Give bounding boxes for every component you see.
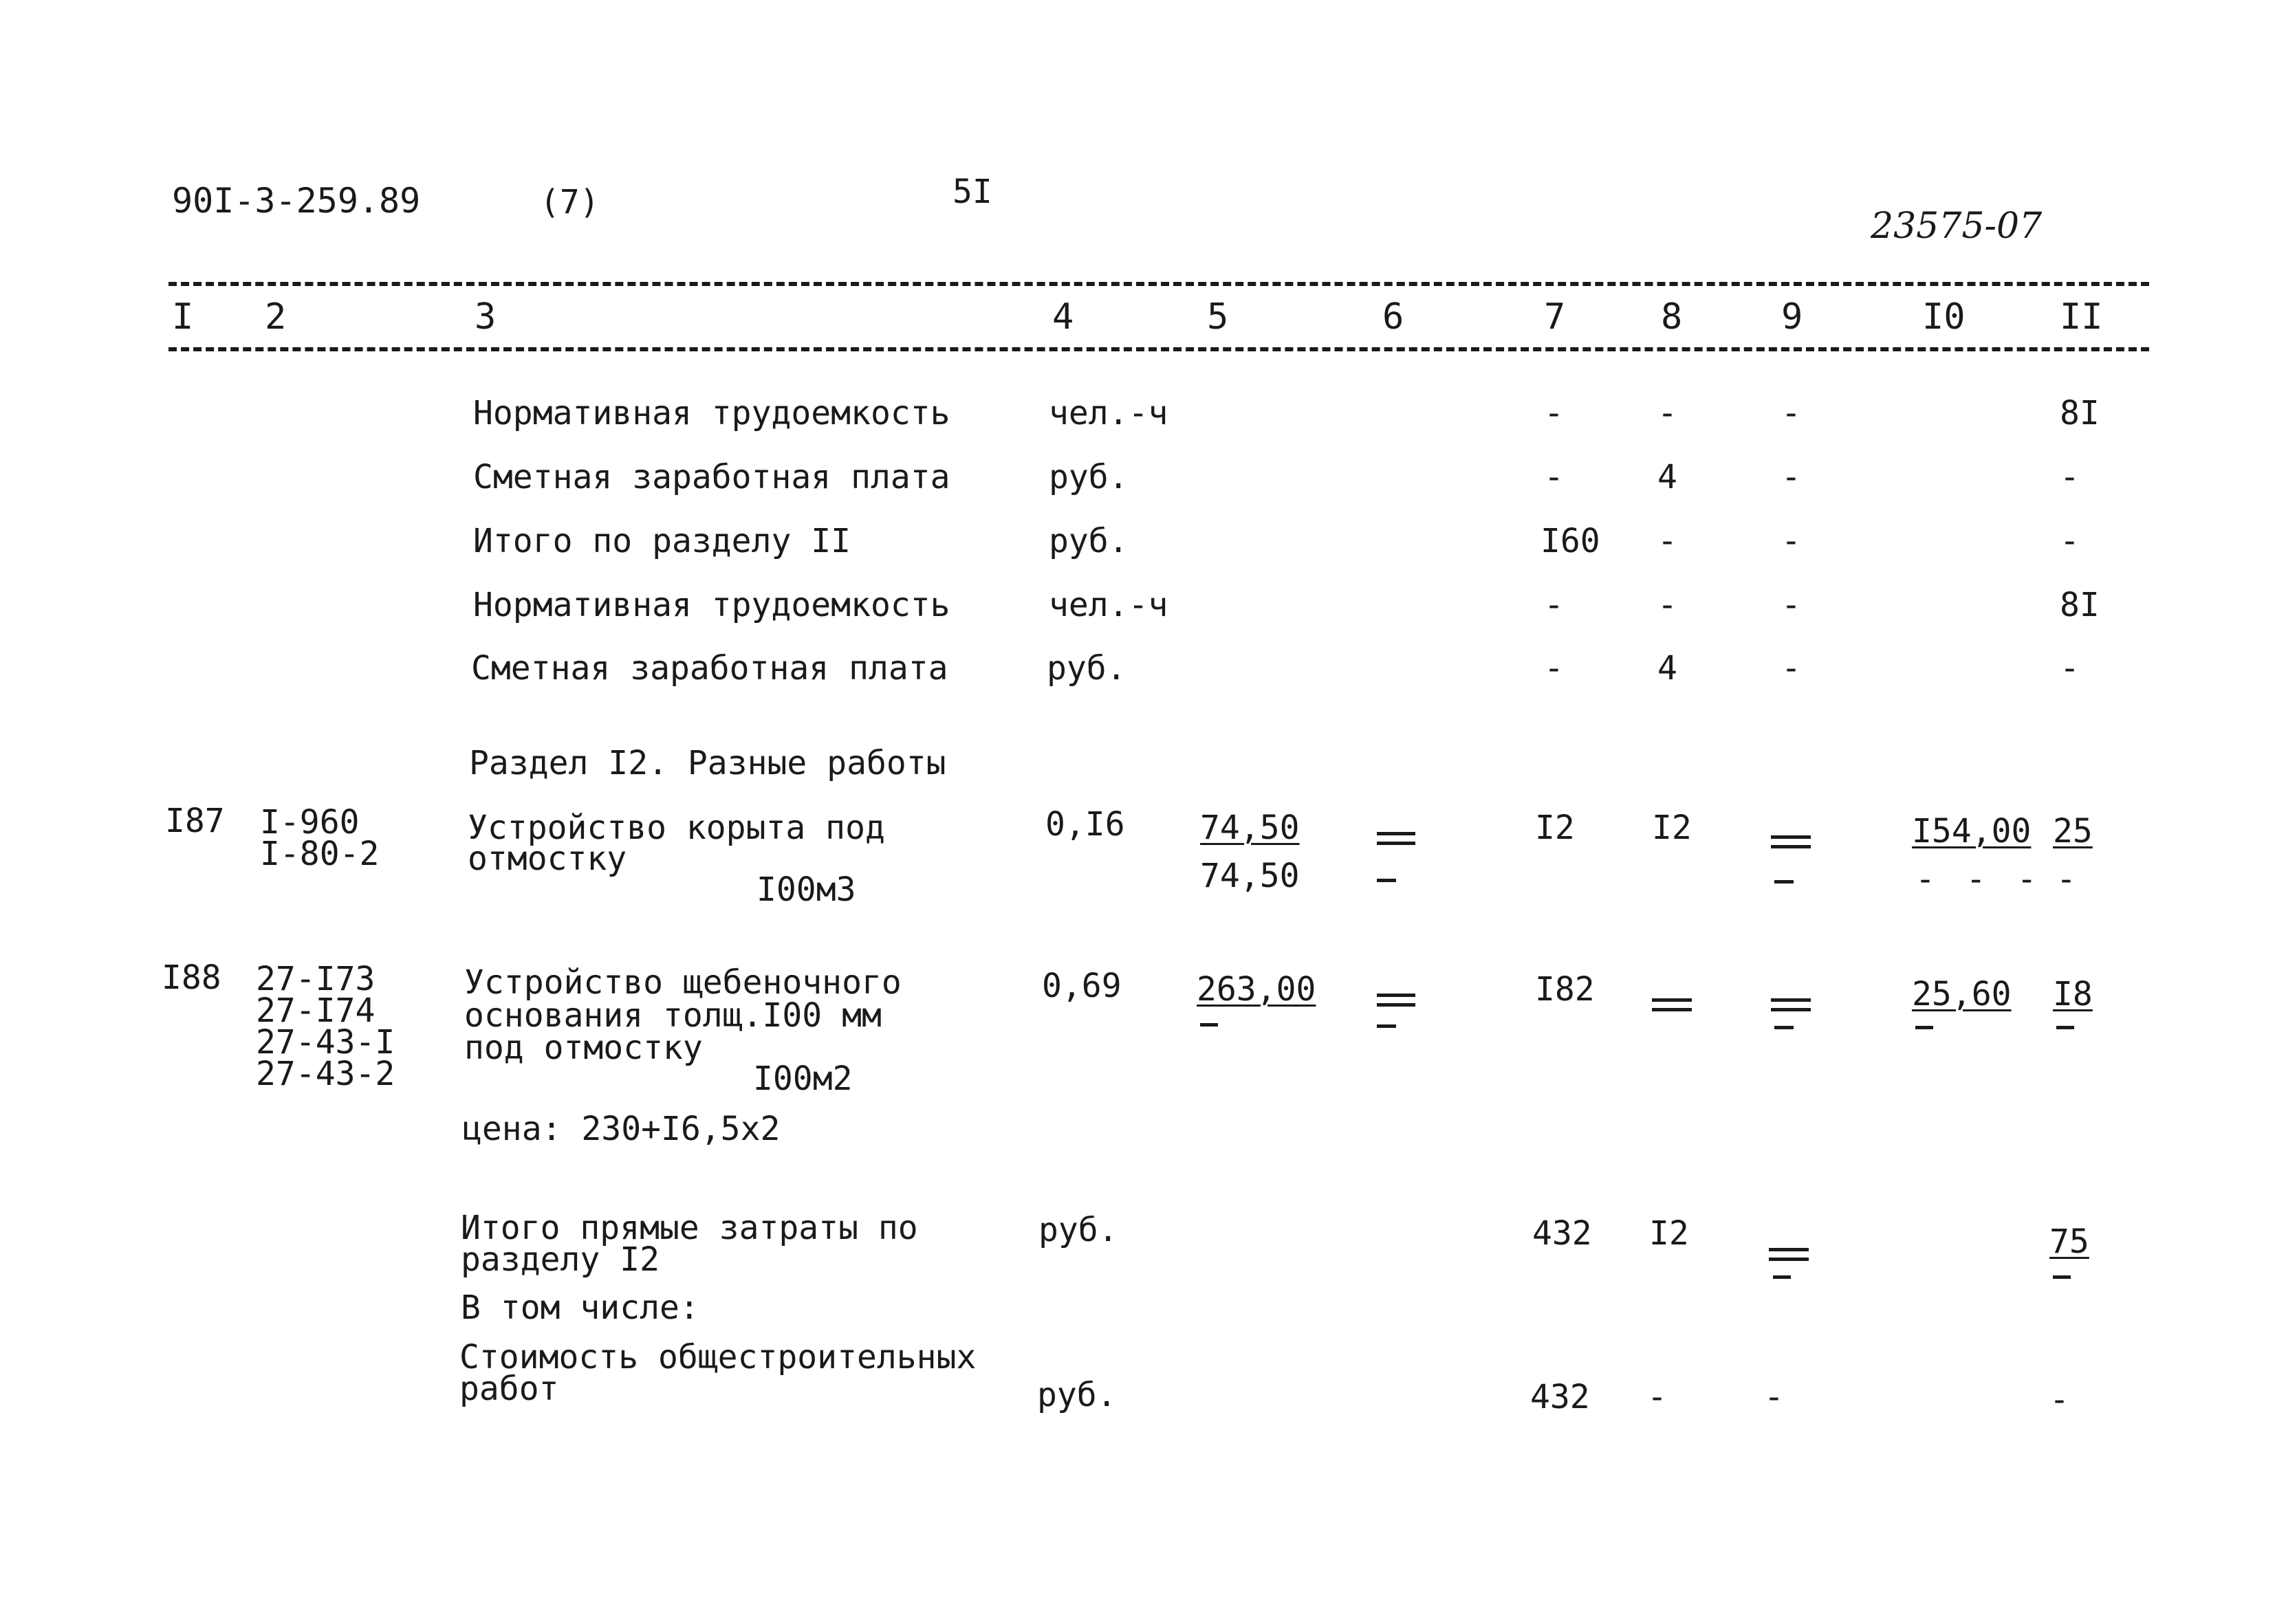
including-label: В том числе:	[461, 1288, 699, 1327]
totals-col7: 432	[1532, 1214, 1592, 1253]
col10-sub: - - -	[1915, 860, 2043, 899]
row-col7: -	[1544, 458, 1564, 496]
equals-mark	[1377, 832, 1415, 848]
row-col7: -	[1544, 586, 1564, 624]
row-col8: -	[1657, 394, 1677, 432]
col8-value: I2	[1652, 809, 1692, 847]
col11-value: I8	[2053, 975, 2093, 1013]
row-unit: руб.	[1049, 458, 1129, 496]
row-unit: чел.-ч	[1049, 586, 1168, 624]
totals-col9: -	[1764, 1378, 1784, 1416]
row-col11: 8I	[2060, 586, 2100, 624]
col11-sub: -	[2056, 860, 2076, 899]
row-name: Сметная заработная плата	[473, 458, 950, 496]
col10-value: 25,60	[1912, 975, 2012, 1013]
row-col9: -	[1781, 458, 1801, 496]
equals-mark	[1771, 835, 1811, 852]
row-col9: -	[1781, 394, 1801, 432]
norm-code: I-960	[260, 803, 360, 842]
quantity: 0,I6	[1045, 805, 1125, 844]
dash-mark	[2053, 1275, 2071, 1280]
unit-price-wages: 74,50	[1200, 857, 1300, 895]
totals-col7: 432	[1530, 1378, 1590, 1416]
totals-unit: руб.	[1038, 1211, 1118, 1249]
norm-code: 27-I73	[256, 960, 375, 998]
row-number: I88	[162, 958, 221, 997]
row-col11: -	[2060, 458, 2080, 496]
totals-col8: -	[1647, 1378, 1667, 1416]
totals-col8: I2	[1649, 1214, 1689, 1253]
row-col8: -	[1657, 586, 1677, 624]
row-name: Нормативная трудоемкость	[473, 586, 950, 624]
totals-name: работ	[459, 1370, 559, 1408]
col-header-1: I	[172, 296, 194, 338]
work-unit: I00м3	[756, 870, 856, 909]
dash-mark	[1200, 1023, 1218, 1027]
totals-unit: руб.	[1037, 1376, 1117, 1414]
section-title: Раздел I2. Разные работы	[469, 744, 946, 782]
norm-code: 27-43-2	[256, 1055, 395, 1093]
totals-col11: -	[2049, 1381, 2069, 1419]
col-header-5: 5	[1207, 296, 1229, 338]
row-name: Итого по разделу II	[473, 522, 851, 560]
dash-mark	[1915, 1026, 1933, 1030]
totals-name: разделу I2	[461, 1240, 660, 1279]
norm-code: 27-43-I	[256, 1023, 395, 1062]
page-number: 5I	[953, 173, 992, 211]
row-name: Сметная заработная плата	[471, 649, 948, 688]
col-header-11: II	[2060, 296, 2103, 338]
quantity: 0,69	[1042, 967, 1122, 1005]
row-col9: -	[1781, 649, 1801, 688]
col-header-6: 6	[1382, 296, 1404, 338]
work-name: под отмостку	[464, 1029, 703, 1067]
col7-value: I82	[1535, 970, 1595, 1009]
work-name: Устройство корыта под	[468, 809, 885, 847]
col-header-10: I0	[1922, 296, 1966, 338]
col-header-7: 7	[1544, 296, 1566, 338]
row-col7: I60	[1541, 522, 1600, 560]
row-col8: 4	[1657, 458, 1677, 496]
row-number: I87	[165, 802, 225, 840]
work-name: основания толщ.I00 мм	[464, 996, 882, 1035]
price-note: цена: 230+I6,5x2	[462, 1110, 781, 1148]
dash-mark	[1773, 1275, 1791, 1280]
archive-stamp-number: 23575-07	[1871, 206, 2043, 247]
norm-code: I-80-2	[260, 835, 380, 873]
dash-mark	[1377, 1024, 1396, 1029]
row-col11: 8I	[2060, 394, 2100, 432]
col10-value: I54,00	[1912, 812, 2032, 851]
document-part: (7)	[540, 183, 600, 221]
dash-mark	[1377, 879, 1396, 883]
unit-price: 74,50	[1200, 809, 1300, 847]
work-unit: I00м2	[753, 1060, 853, 1098]
row-col9: -	[1781, 522, 1801, 560]
dash-mark	[1774, 880, 1794, 884]
row-col8: 4	[1657, 649, 1677, 688]
totals-name: Итого прямые затраты по	[461, 1209, 918, 1247]
col-header-3: 3	[475, 296, 497, 338]
unit-price: 263,00	[1197, 970, 1316, 1009]
equals-mark	[1652, 998, 1692, 1015]
row-col11: -	[2060, 522, 2080, 560]
work-name: Устройство щебеночного	[464, 963, 902, 1002]
col11-value: 25	[2053, 812, 2093, 851]
col-header-8: 8	[1661, 296, 1683, 338]
equals-mark	[1769, 1248, 1809, 1264]
row-col9: -	[1781, 586, 1801, 624]
equals-mark	[1771, 998, 1811, 1015]
col7-value: I2	[1535, 809, 1575, 847]
equals-mark	[1377, 994, 1415, 1010]
row-col7: -	[1544, 649, 1564, 688]
row-name: Нормативная трудоемкость	[473, 394, 950, 432]
norm-code: 27-I74	[256, 991, 375, 1030]
row-col8: -	[1657, 522, 1677, 560]
col-header-2: 2	[265, 296, 287, 338]
dash-mark	[1774, 1026, 1794, 1030]
row-col11: -	[2060, 649, 2080, 688]
work-name: отмостку	[468, 840, 627, 878]
document-code: 90I-3-259.89	[172, 181, 421, 221]
totals-name: Стоимость общестроительных	[459, 1338, 977, 1376]
dash-mark	[2056, 1026, 2074, 1030]
row-col7: -	[1544, 394, 1564, 432]
header-top-rule	[168, 282, 2149, 286]
row-unit: чел.-ч	[1049, 394, 1168, 432]
header-bottom-rule	[168, 347, 2149, 351]
col-header-9: 9	[1781, 296, 1803, 338]
col-header-4: 4	[1052, 296, 1074, 338]
row-unit: руб.	[1047, 649, 1126, 688]
totals-col11: 75	[2049, 1222, 2089, 1261]
row-unit: руб.	[1049, 522, 1129, 560]
